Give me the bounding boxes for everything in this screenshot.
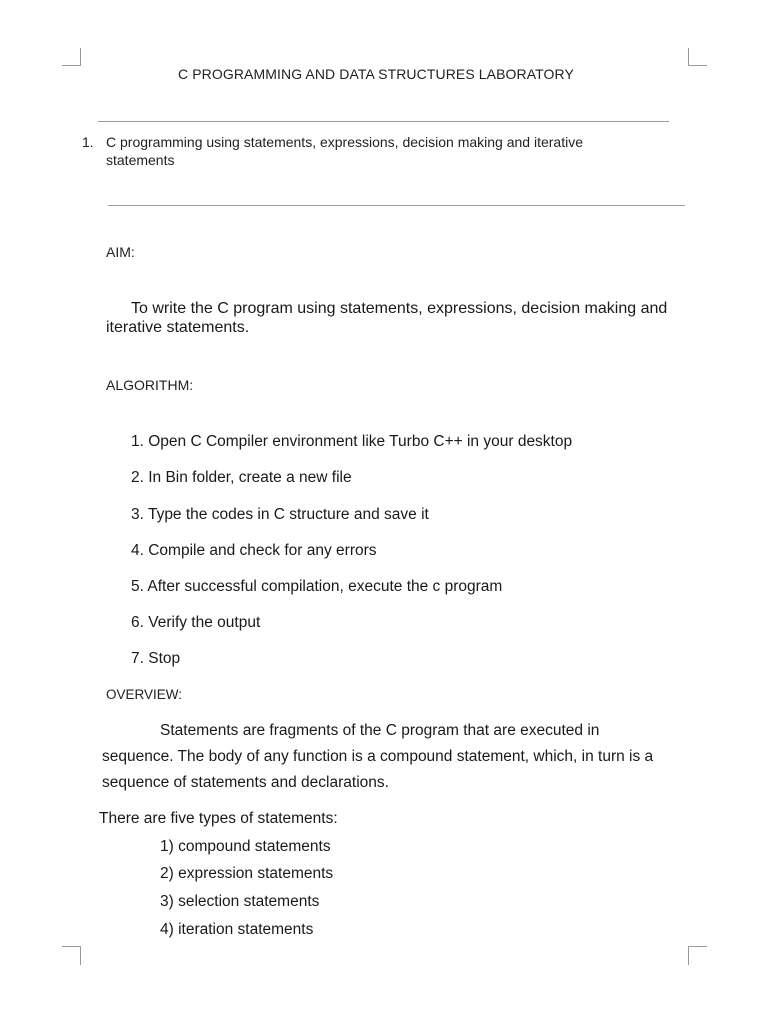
algorithm-step: 2. In Bin folder, create a new file xyxy=(131,469,352,486)
experiment-title-line1: C programming using statements, expressions, decision making and iterative xyxy=(106,134,584,150)
algorithm-step: 3. Type the codes in C structure and save it xyxy=(131,506,429,523)
overview-para-line2: sequence. The body of any function is a compound statement, which, in turn is a xyxy=(102,748,654,765)
statement-type-item: 2) expression statements xyxy=(160,865,334,882)
crop-mark-bottom-right xyxy=(688,946,707,965)
algorithm-step: 4. Compile and check for any errors xyxy=(131,542,377,559)
aim-label: AIM: xyxy=(106,244,135,260)
overview-label: OVERVIEW: xyxy=(106,687,183,702)
statement-type-item: 4) iteration statements xyxy=(160,921,314,938)
algorithm-step: 1. Open C Compiler environment like Turbo C++ in your desktop xyxy=(131,433,573,450)
statement-type-item: 1) compound statements xyxy=(160,838,331,855)
aim-text-line1: To write the C program using statements, expressions, decision making and xyxy=(131,300,668,317)
overview-para-line3: sequence of statements and declarations. xyxy=(102,774,389,791)
title-divider xyxy=(108,205,685,206)
crop-mark-bottom-left xyxy=(62,946,81,965)
statement-type-item: 3) selection statements xyxy=(160,893,320,910)
statement-types-intro: There are five types of statements: xyxy=(99,810,338,827)
overview-para-line1: Statements are fragments of the C program that are executed in xyxy=(160,722,600,739)
aim-text-line2: iterative statements. xyxy=(106,319,250,336)
experiment-title-line2: statements xyxy=(106,152,175,168)
algorithm-step: 7. Stop xyxy=(131,650,181,667)
page-header-title: C PROGRAMMING AND DATA STRUCTURES LABORATORY xyxy=(178,66,574,82)
crop-mark-top-left xyxy=(62,48,81,66)
crop-mark-top-right xyxy=(688,48,707,66)
algorithm-step: 5. After successful compilation, execute the c program xyxy=(131,578,503,595)
algorithm-label: ALGORITHM: xyxy=(106,377,194,393)
experiment-number: 1. xyxy=(82,134,94,150)
algorithm-step: 6. Verify the output xyxy=(131,614,261,631)
header-divider xyxy=(98,121,669,122)
